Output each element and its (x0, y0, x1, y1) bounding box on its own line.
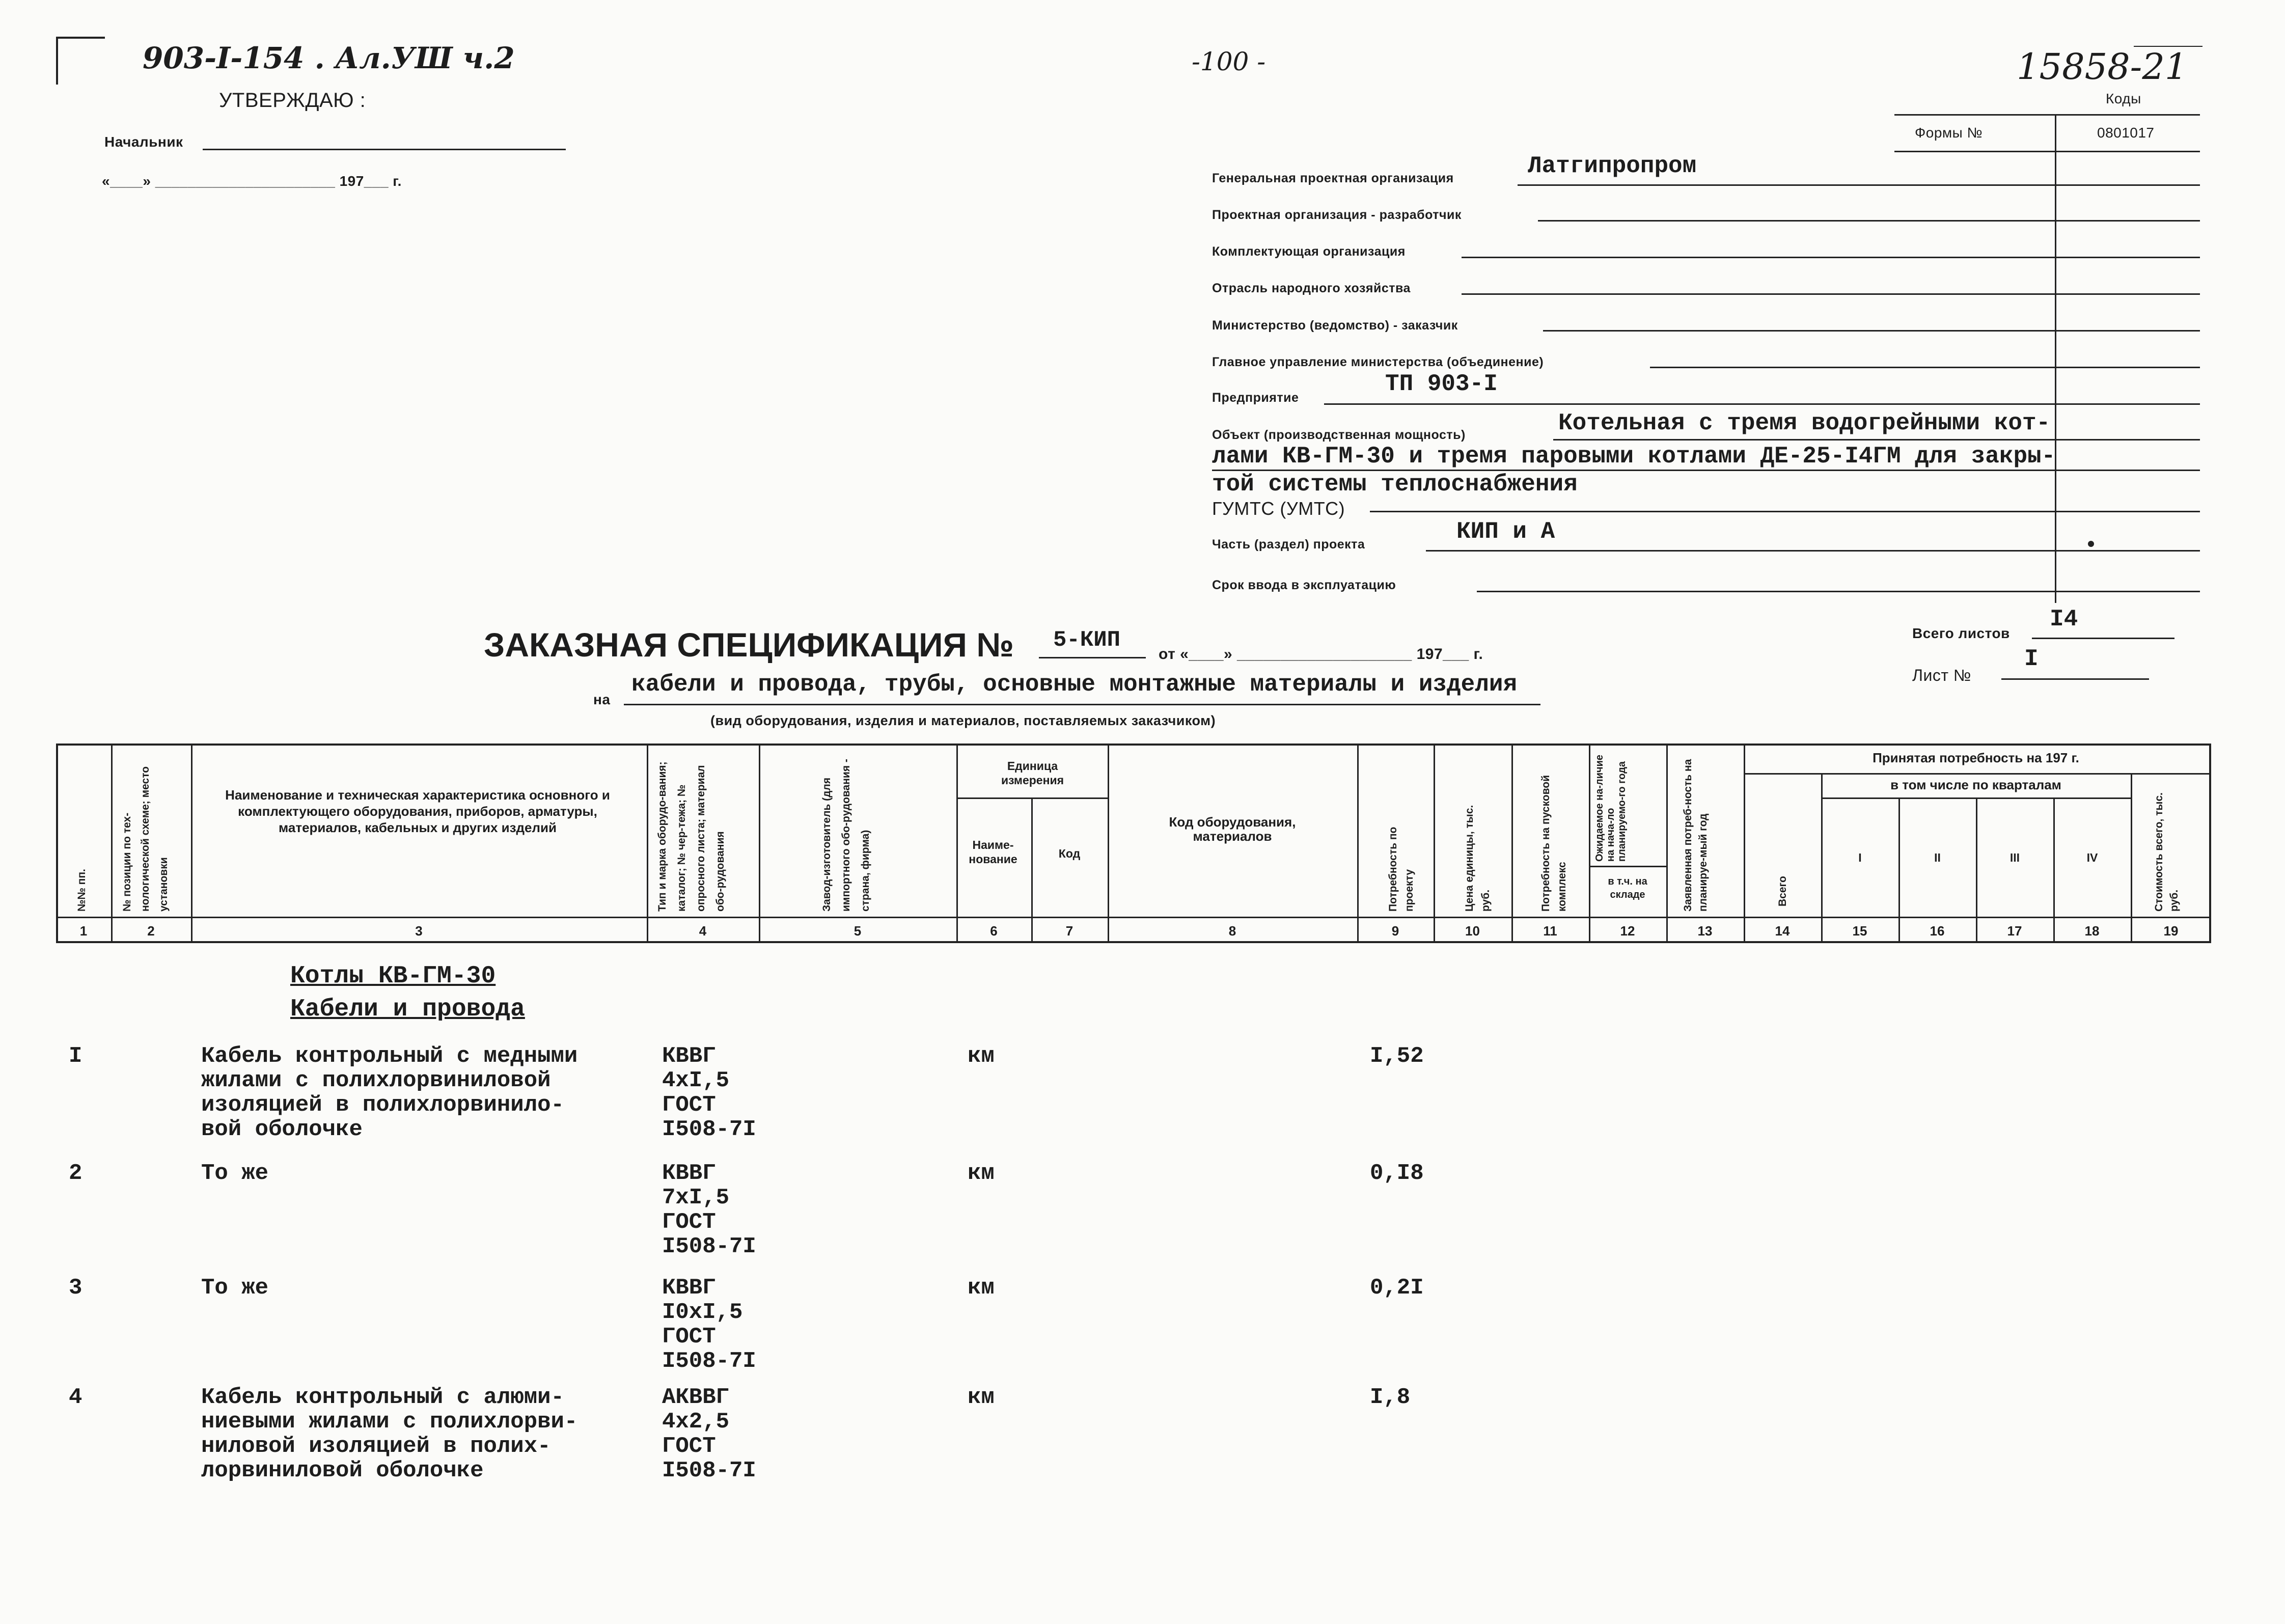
main-directorate-label: Главное управление министерства (объединение) (1212, 355, 1544, 369)
row-unit: км (968, 1043, 995, 1069)
col9-header: Потребность по проекту (1387, 827, 1415, 912)
col-line-7 (1108, 744, 1109, 943)
sheet-label: Лист № (1912, 666, 1971, 684)
row-unit: км (968, 1275, 995, 1301)
row-type: КВВГ 4xI,5 ГОСТ I508-7I (662, 1043, 756, 1142)
sheet-value: I (2024, 646, 2039, 672)
col11-header: Потребность на пусковой комплекс (1540, 775, 1568, 912)
gumts-line (1370, 511, 2200, 512)
q4-header: IV (2086, 851, 2098, 864)
row-qty: 0,I8 (1370, 1161, 1424, 1186)
object-line-3: той системы теплоснабжения (1212, 471, 1578, 498)
col-num-3: 3 (415, 923, 423, 939)
section-boilers: Котлы КВ-ГМ-30 (290, 962, 496, 990)
total-sheets-label: Всего листов (1912, 625, 2010, 641)
row-number: I (69, 1043, 82, 1069)
col4-header: Тип и марка оборудо-вания; каталог; № чер-тежа; № опросного листа; материал обо-рудования (656, 761, 726, 912)
row-unit: км (968, 1385, 995, 1410)
col-line-1 (111, 744, 113, 943)
col-num-14: 14 (1775, 923, 1790, 939)
col-num-6: 6 (990, 923, 998, 939)
row-number: 3 (69, 1275, 82, 1301)
page-number: -100 - (1192, 47, 1266, 76)
col14-header: Всего (1777, 876, 1788, 906)
org-supplier-line (1462, 257, 2200, 258)
industry-label: Отрасль народного хозяйства (1212, 281, 1411, 295)
org-developer-label: Проектная организация - разработчик (1212, 208, 1462, 222)
col-line-5 (956, 744, 958, 943)
object-line-1: Котельная с тремя водогрейными кот- (1558, 410, 2051, 436)
unit-subline (956, 797, 1108, 799)
row-qty: 0,2I (1370, 1275, 1424, 1301)
col12-expected-header: Ожидаемое на-личие на нача-ло планируемо-го года (1594, 754, 1628, 862)
row-number: 2 (69, 1161, 82, 1186)
col-num-10: 10 (1465, 923, 1480, 939)
col-num-7: 7 (1065, 923, 1073, 939)
col-line-10 (1511, 744, 1513, 943)
chief-signature-line (203, 149, 566, 150)
col8-header: Код оборудования, материалов (1169, 814, 1296, 844)
project-part-value: КИП и А (1456, 518, 1555, 545)
row-name: Кабель контрольный с медными жилами с полихлорвиниловой изоляцией в полихлорвинило- вой оболочке (201, 1043, 578, 1142)
codes-vertical-line (2055, 114, 2056, 603)
col-num-12: 12 (1620, 923, 1635, 939)
spec-number-underline (1039, 657, 1146, 658)
corner-mark (56, 37, 105, 85)
gumts-label: ГУМТС (УМТС) (1212, 498, 1345, 519)
subject-on-label: на (593, 692, 611, 707)
col-num-19: 19 (2163, 923, 2179, 939)
col-line-9 (1434, 744, 1435, 943)
col-num-9: 9 (1391, 923, 1399, 939)
row-type: КВВГ I0xI,5 ГОСТ I508-7I (662, 1275, 756, 1374)
q2-header: II (1934, 851, 1941, 864)
row-name: То же (201, 1161, 269, 1186)
section-cables: Кабели и провода (290, 996, 525, 1023)
dot-mark (2088, 541, 2094, 547)
col-num-4: 4 (699, 923, 707, 939)
col-num-5: 5 (854, 923, 862, 939)
approve-date-line: «____» ______________________ 197___ г. (102, 173, 402, 189)
col-line-18 (2131, 774, 2132, 943)
col-line-3 (647, 744, 648, 943)
col-line-14 (1821, 774, 1823, 943)
col-num-13: 13 (1697, 923, 1713, 939)
col3-header: Наименование и техническая характеристика основного и комплектующего оборудования, приборов, арматуры, материалов, кабельных и других изделий (225, 787, 610, 835)
col2-header: № позиции по тех-нологической схеме; место установки (121, 766, 170, 912)
spec-date: от «____» ____________________ 197___ г. (1159, 646, 1483, 663)
org-general-line (1518, 184, 2200, 186)
industry-line (1462, 293, 2200, 295)
col13-header: Заявленная потреб-ность на планируе-мый год (1682, 759, 1709, 912)
stock-subline (1589, 866, 1666, 867)
row-qty: I,8 (1370, 1385, 1411, 1410)
col-line-6 (1031, 799, 1033, 943)
spec-number: 5-КИП (1053, 627, 1121, 653)
col-num-8: 8 (1228, 923, 1236, 939)
col-line-2 (191, 744, 192, 943)
col-num-2: 2 (147, 923, 155, 939)
row-qty: I,52 (1370, 1043, 1424, 1069)
col10-header: Цена единицы, тыс. руб. (1464, 805, 1492, 912)
col-line-17 (2053, 799, 2055, 943)
enterprise-value: ТП 903-I (1385, 371, 1498, 397)
ministry-label: Министерство (ведомство) - заказчик (1212, 318, 1458, 333)
object-line-2: лами КВ-ГМ-30 и тремя паровыми котлами ДЕ-25-I4ГМ для закры- (1212, 443, 2056, 470)
col-line-15 (1898, 799, 1900, 943)
doc-number-underline (2134, 46, 2203, 47)
row-name: Кабель контрольный с алюми- ниевыми жилами с полихлорви- ниловой изоляцией в полих- лорвиниловой оболочке (201, 1385, 578, 1483)
col-line-11 (1589, 744, 1590, 943)
codes-top-line (1894, 114, 2200, 116)
spec-subject-caption: (вид оборудования, изделия и материалов, поставляемых заказчиком) (710, 713, 1216, 728)
col1-header: №№ пп. (76, 869, 88, 912)
accepted-subline (1744, 773, 2211, 775)
object-underline-1 (1553, 439, 2200, 441)
main-directorate-line (1650, 367, 2200, 368)
org-general-value: Латгипропром (1528, 153, 1697, 179)
quarters-header: в том числе по кварталам (1890, 777, 2061, 792)
row-name: То же (201, 1275, 269, 1301)
col-num-18: 18 (2084, 923, 2100, 939)
codes-label: Коды (2106, 91, 2141, 106)
spec-subject-line (624, 704, 1540, 705)
col-num-11: 11 (1543, 923, 1557, 939)
ministry-line (1543, 330, 2200, 332)
form-no-label: Формы № (1915, 125, 1983, 141)
org-developer-line (1538, 220, 2200, 222)
q1-header: I (1858, 851, 1862, 864)
org-supplier-label: Комплектующая организация (1212, 244, 1406, 259)
approve-label: УТВЕРЖДАЮ : (219, 89, 366, 112)
col-line-4 (759, 744, 760, 943)
object-label: Объект (производственная мощность) (1212, 428, 1466, 442)
total-sheets-value: I4 (2050, 606, 2078, 632)
row-unit: км (968, 1161, 995, 1186)
deadline-line (1477, 591, 2200, 592)
project-part-label: Часть (раздел) проекта (1212, 537, 1365, 552)
col-num-1: 1 (79, 923, 88, 939)
sheet-line (2001, 678, 2149, 680)
col6-header: Наиме-нование (969, 838, 1017, 866)
form-code: 0801017 (2097, 125, 2155, 141)
col-line-8 (1357, 744, 1359, 943)
org-general-label: Генеральная проектная организация (1212, 171, 1454, 185)
chief-label: Начальник (104, 134, 183, 150)
col-num-17: 17 (2007, 923, 2022, 939)
spec-title: ЗАКАЗНАЯ СПЕЦИФИКАЦИЯ № (484, 626, 1014, 664)
codes-line-form (1894, 151, 2200, 152)
quarters-subline (1821, 797, 2131, 799)
deadline-label: Срок ввода в эксплуатацию (1212, 578, 1396, 592)
col19-header: Стоимость всего, тыс. руб. (2153, 792, 2180, 912)
col-line-12 (1666, 744, 1668, 943)
col7-header: Код (1058, 847, 1081, 860)
row-type: АКВВГ 4x2,5 ГОСТ I508-7I (662, 1385, 756, 1483)
row-type: КВВГ 7xI,5 ГОСТ I508-7I (662, 1161, 756, 1259)
enterprise-line (1324, 403, 2200, 405)
col-num-15: 15 (1852, 923, 1867, 939)
project-part-line (1426, 550, 2200, 552)
col12-stock-header: в т.ч. на складе (1608, 876, 1647, 900)
row-number: 4 (69, 1385, 82, 1410)
spec-subject: кабели и провода, трубы, основные монтажные материалы и изделия (631, 671, 1518, 698)
total-sheets-line (2032, 638, 2174, 639)
document-number: 15858-21 (2017, 46, 2188, 88)
enterprise-label: Предприятие (1212, 391, 1299, 405)
unit-header: Единица измерения (1001, 759, 1064, 787)
header-numbers-separator (56, 917, 2211, 918)
col-line-16 (1976, 799, 1977, 943)
accepted-header: Принятая потребность на 197 г. (1873, 750, 2079, 765)
doc-code: 903-I-154 . Ал.УШ ч.2 (143, 41, 515, 75)
col-num-16: 16 (1930, 923, 1945, 939)
q3-header: III (2009, 851, 2020, 864)
col5-header: Завод-изготовитель (для импортного обо-рудования - страна, фирма) (821, 759, 871, 912)
